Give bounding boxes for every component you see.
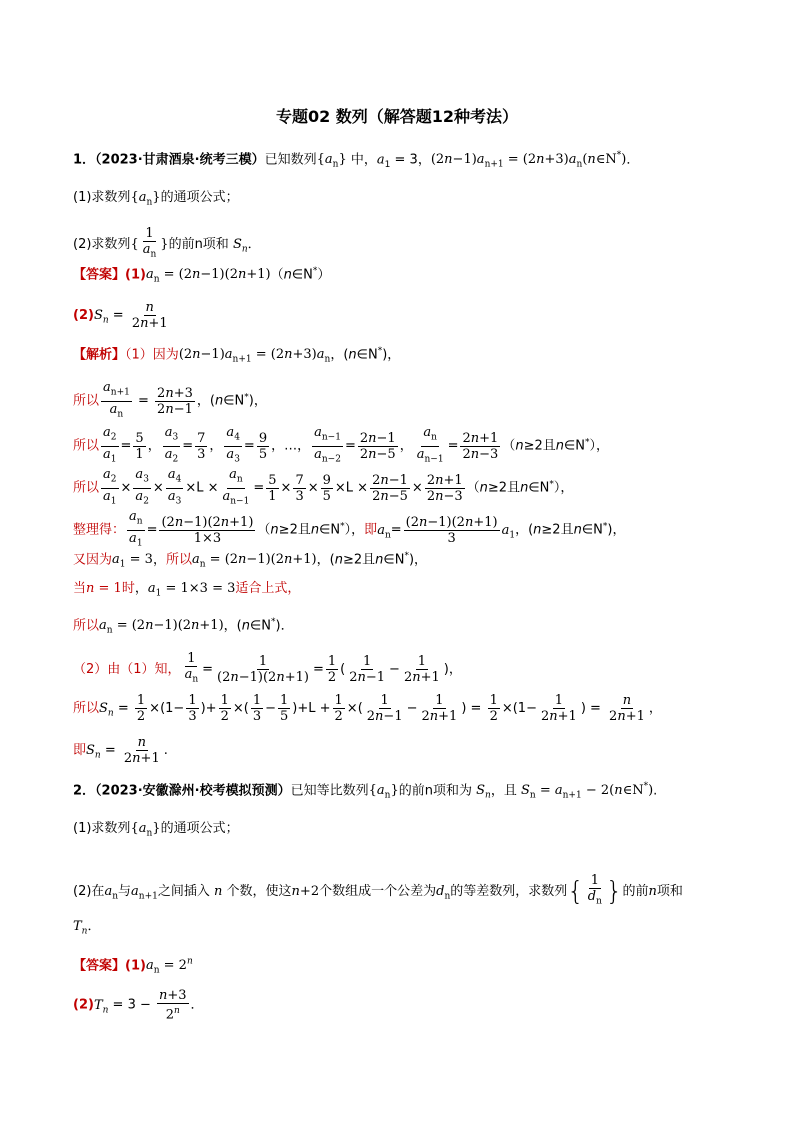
problem1-analysis-line1: 【解析】（1）因为$(2n-1)a_{n+1} = (2n+3)a_n$，(n∈N*)， xyxy=(73,346,401,365)
problem1-analysis-line10: 所以$S_n$ = $\frac{1}{2}$ ×(1− $\frac{1}{3}$ )+ $\frac{1}{2}$ ×( $\frac{1}{3}$ − $\frac{1}{5}$ )+L + $\frac{1}{2}$ ×( $\frac{1}{2n-1}$ − $\frac{1}{2n+1}$ ) = $\frac{1}{2}$ ×(1− $\frac{1}{2n+1}$ ) = $\frac{n}{2n+1}$ ， xyxy=(73,693,662,724)
problem1-analysis-line5: 整理得： $\frac{a_n}{a_1}$ = $\frac{(2n-1)(2n+1)}{1\times 3}$ （n≥2且n∈N*），即$a_n=$ $\frac{(2n-1)(2n+1)}{3}$ $a_1$，(n≥2且n∈N*)， xyxy=(73,509,626,549)
problem1-stem: 1．（2023·甘肃酒泉·统考三模）已知数列$\{a_n\}$ 中，$a_1 = 3$，$(2n-1)a_{n+1}$ = $(2n+3)a_n(n\in N^*)$． xyxy=(73,151,640,170)
problem2-answer1: 【答案】$(1)a_n = 2^n$ xyxy=(73,957,193,976)
problem1-analysis-line3: 所以 $\frac{a_2}{a_1}$ = $\frac{5}{1}$ ， $\frac{a_3}{a_2}$ = $\frac{7}{3}$ ， $\frac{a_4}{a_3}$ = $\frac{9}{5}$ ，…， $\frac{a_{n-1}}{a_{n-2}}$ = $\frac{2n-1}{2n-5}$ ， $\frac{a_n}{a_{n-1}}$ = $\frac{2n+1}{2n-3}$ （n≥2且n∈N*）， xyxy=(73,425,610,465)
problem2-answer2: $(2)T_n = 3$ − $\frac{n+3}{2^n}$ ． xyxy=(73,988,204,1023)
problem1-analysis-line4: 所以 $\frac{a_2}{a_1}$ × $\frac{a_3}{a_2}$ × $\frac{a_4}{a_3}$ ×L × $\frac{a_n}{a_{n-1}}$ = $\frac{5}{1}$ × $\frac{7}{3}$ × $\frac{9}{5}$ ×L × $\frac{2n-1}{2n-5}$ × $\frac{2n+1}{2n-3}$ （n≥2且n∈N*）， xyxy=(73,467,574,507)
problem2-question2-cont: $T_n$． xyxy=(73,919,101,937)
problem1-analysis-line11: 即$S_n$ = $\frac{n}{2n+1}$ . xyxy=(73,735,168,766)
problem1-analysis-line2: 所以 $\frac{a_{n+1}}{a_n}$ = $\frac{2n+3}{2n-1}$ ，(n∈N*)， xyxy=(73,380,267,420)
problem2-stem: 2．（2023·安徽滁州·校考模拟预测）已知等比数列$\{a_n\}$的前n项和为 $S_n$，且 $S_n = a_{n+1}$ − 2(n∈N*). xyxy=(73,782,658,801)
problem1-analysis-line9: （2）由（1）知， $\frac{1}{a_n}$ = $\frac{1}{(2n-1)(2n+1)}$ = $\frac{1}{2}$ ( $\frac{1}{2n-1}$ − $\frac{1}{2n+1}$ )， xyxy=(73,651,462,685)
problem2-question1: (1)求数列$\{a_n\}$的通项公式； xyxy=(73,821,239,839)
problem2-question2: (2)在$a_n$与$a_{n+1}$之间插入 n 个数，使这n+2个数组成一个公差为$d_n$的等差数列，求数列{ $\frac{1}{d_n}$ }的前n项和 xyxy=(73,873,683,907)
problem1-analysis-line8: 所以$a_n = (2n-1)(2n+1)$，(n∈N*)． xyxy=(73,617,294,636)
problem1-answer1: 【答案】$(1)a_n$ = (2n−1)(2n+1)（n∈N*） xyxy=(73,266,331,285)
problem1-question2: (2)求数列{ $\frac{1}{a_n}$ }的前n项和 $S_n$． xyxy=(73,226,261,260)
problem1-analysis-line6: 又因为$a_1 = 3$，所以$a_n = (2n-1)(2n+1)$，(n≥2且n∈N*)， xyxy=(73,551,428,570)
problem1-question1: (1)求数列$\{a_n\}$的通项公式； xyxy=(73,190,239,208)
problem1-answer2: $(2)S_n$ = $\frac{n}{2n+1}$ xyxy=(73,300,168,331)
problem1-analysis-line7: 当n = 1时，$a_1 = 1\times 3 = 3$适合上式， xyxy=(73,581,301,599)
page-title: 专题02 数列（解答题12种考法） xyxy=(275,107,519,126)
